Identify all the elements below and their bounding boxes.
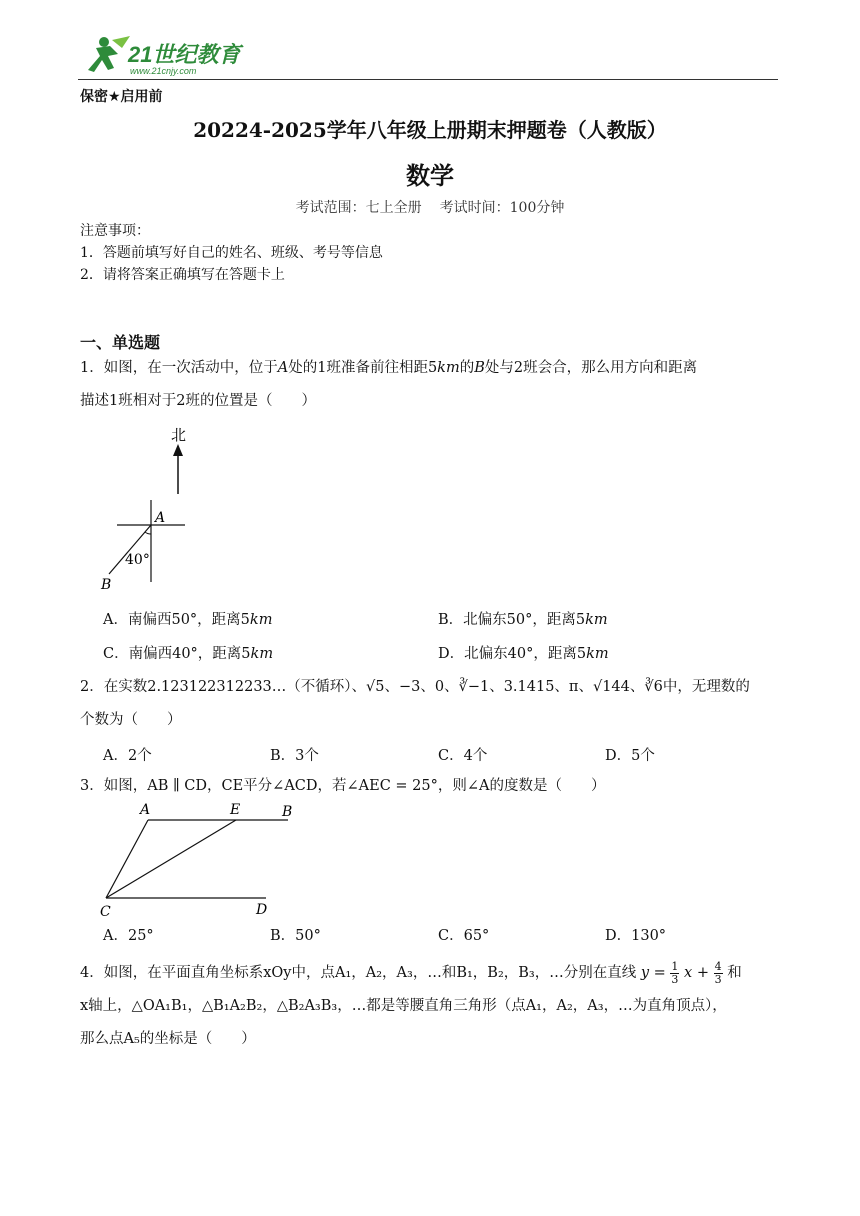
north-label: 北 [171, 426, 187, 444]
q3-option-d: D．130° [605, 928, 667, 944]
fraction-one-third: $\frac{1}{3}$ [671, 959, 679, 986]
segment-ce [106, 820, 236, 898]
exam-title: 20224-2025学年八年级上册期末押题卷（人教版） [193, 118, 667, 142]
confidential-label: 保密★启用前 [80, 89, 163, 105]
q1-option-b: B．北偏东50°，距离5km [438, 612, 608, 628]
logo-url: www.21cnjy.com [130, 66, 197, 76]
q3-option-a: A．25° [103, 928, 154, 944]
notes-heading: 注意事项： [80, 223, 150, 239]
question-1: 1．如图，在一次活动中，位于A处的1班准备前往相距5km的B处与2班会合，那么用方向和距离 描述1班相对于2班的位置是（ ） [80, 360, 698, 409]
fraction-four-thirds: $\frac{4}{3}$ [714, 959, 722, 986]
point-b-label: B [101, 577, 112, 592]
question-3: 3．如图，AB ∥ CD，CE平分∠ACD，若∠AEC = 25°，则∠A的度数是（ ） [80, 778, 606, 794]
segment-ac [106, 820, 148, 898]
note-item: 2．请将答案正确填写在答题卡上 [80, 267, 285, 283]
exam-subject: 数学 [406, 162, 454, 190]
exam-scope: 考试范围：七上全册 [295, 200, 422, 216]
question-4: 4．如图，在平面直角坐标系xOy中，点A₁，A₂，A₃，…和B₁，B₂，B₃，…分别在直线 y = $\frac{1}{3}$ x + $\frac{4}{3}$ 和 x轴上，△OA₁B₁，△B₁A₂B₂，△B₂A₃B₃，…都是等腰直角三角形（点A₁，A₂，A₃，…为直角顶点）， 那么点A₅的坐标是（ ） [80, 959, 742, 1047]
q2-option-c: C．4个 [438, 748, 488, 764]
q2-option-a: A．2个 [103, 748, 152, 764]
q1-option-d: D．北偏东40°，距离5km [438, 646, 609, 662]
runner-icon [88, 36, 130, 72]
q2-option-b: B．3个 [270, 748, 319, 764]
point-c-label: C [100, 904, 111, 920]
exam-meta [0, 197, 860, 217]
angle-arc [145, 532, 151, 534]
q3-option-b: B．50° [270, 928, 321, 944]
point-d-label: D [256, 902, 268, 918]
q3-parallel-figure [98, 800, 298, 920]
q1-option-c: C．南偏西40°，距离5km [103, 646, 274, 662]
point-b-label: B [282, 804, 293, 820]
header-rule [78, 79, 778, 80]
q1-option-a: A．南偏西50°，距离5km [103, 612, 273, 628]
point-e-label: E [230, 802, 241, 818]
exam-time: 考试时间：100分钟 [439, 200, 565, 216]
q2-option-d: D．5个 [605, 748, 655, 764]
angle-label: 40° [125, 552, 150, 568]
logo-text: 21世纪教育 [128, 42, 241, 67]
q1-direction-figure [95, 422, 205, 592]
q3-option-c: C．65° [438, 928, 490, 944]
notes [80, 220, 383, 286]
point-a-label: A [155, 510, 166, 526]
section-heading: 一、单选题 [80, 333, 161, 352]
question-2: 2．在实数2.123122312233…（不循环）、√5、−3、0、∛−1、3.1415、π、√144、∛6中，无理数的 个数为（ ） [80, 679, 750, 728]
publisher-logo [78, 32, 258, 78]
point-a-label: A [140, 802, 151, 818]
note-item: 1．答题前填写好自己的姓名、班级、考号等信息 [80, 245, 383, 261]
